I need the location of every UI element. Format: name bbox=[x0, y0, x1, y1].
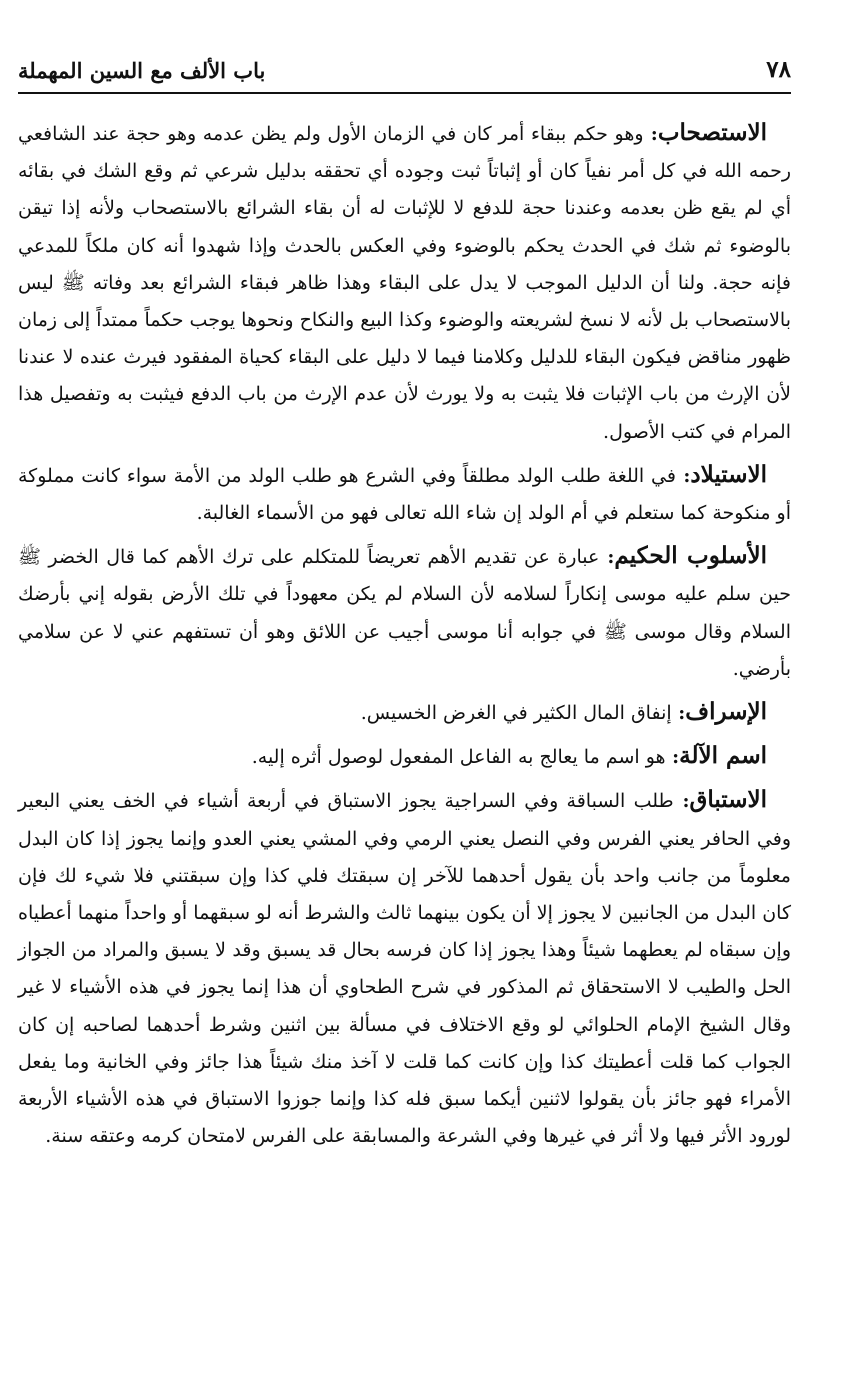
entry-term: اسم الآلة bbox=[679, 742, 767, 770]
entry-definition: إنفاق المال الكثير في الغرض الخسيس. bbox=[360, 702, 672, 725]
running-title: باب الألف مع السين المهملة bbox=[18, 58, 266, 83]
entry-istibaq: الاستباق: طلب السباقة وفي السراجية يجوز الاستباق في أربعة أشياء في الخف يعني البعير وفي الحافر يعني الفرس وفي النصل يعني الرمي وفي المشي يعني العدو وإنما يجوز إذا كان البدل معلوماً من جانب واحد بأن يقول أحدهما للآخر إن سبقتك فلي كذا وإن سبقتني فلا شيء لك فإن كان البدل من الجانبين لا يجوز إلا أن يكون بينهما ثالث والشرط أنه لو سبقهما أو واحداً منهما أعطياه وإن سبقاه لم يعطهما شيئاً وهذا يجوز إذا كان فرسه بحال قد يسبق وقد لا يسبق والمراد من الجواز الحل والطيب لا الاستحقاق ثم المذكور في شرح الطحاوي أن هذا إنما يجوز في هذه الأشياء لا غير وقال الشيخ الإمام الحلوائي لو وقع الاختلاف في مسألة بين اثنين وشرط أحدهما لصاحبه إن كان الجواب كما قلت أعطيتك كذا وإن كانت كما قلت لا آخذ منك شيئاً هذا جائز وفي الخانية وما يفعل الأمراء فهو جائز بأن يقولوا لاثنين أيكما سبق فله كذا وإنما جوزوا الاستباق في هذه الأشياء الأربعة لورود الأثر فيها ولا أثر في غيرها وفي الشرعة والمسابقة على الفرس لامتحان كرمه وعتقه سنة. bbox=[18, 786, 791, 1148]
entry-ism-alala: اسم الآلة: هو اسم ما يعالج به الفاعل المفعول لوصول أثره إليه. bbox=[251, 742, 767, 770]
entry-definition: في اللغة طلب الولد مطلقاً وفي الشرع هو طلب الولد من الأمة سواء كانت مملوكة أو منكوحة كما ستعلم في أم الولد إن شاء الله تعالى فهو من الأسماء الغالبة. bbox=[18, 464, 791, 525]
page-body bbox=[18, 114, 791, 1160]
entry-israf: الإسراف: إنفاق المال الكثير في الغرض الخسيس. bbox=[360, 698, 767, 726]
entry-definition: عبارة عن تقديم الأهم تعريضاً للمتكلم على ترك الأهم كما قال الخضر ﷺ حين سلم عليه موسى إنكاراً لسلامه لأن السلام لم يكن معهوداً في تلك الأرض بقوله إني بأرضك السلام وقال موسى ﷺ في جوابه أنا موسى أجيب عن اللائق وهو أن تستفهم عني لا عن سلامي بأرضي. bbox=[18, 546, 791, 680]
entry-term: الأسلوب الحكيم bbox=[614, 542, 767, 570]
entry-istilad: الاستيلاد: في اللغة طلب الولد مطلقاً وفي الشرع هو طلب الولد من الأمة سواء كانت مملوكة أو منكوحة كما ستعلم في أم الولد إن شاء الله تعالى فهو من الأسماء الغالبة. bbox=[18, 460, 791, 525]
entry-definition: وهو حكم ببقاء أمر كان في الزمان الأول ولم يظن عدمه وهو حجة عند الشافعي رحمه الله في كل أمر نفياً كان أو إثباتاً ثبت وجوده أي تحققه بدليل شرعي ثم وقع الشك في بقائه أي لم يقع ظن بعدمه وعندنا حجة للدفع لا للإثبات له أن بقاء الشرائع بالاستصحاب ولأنه إذا تيقن بالوضوء ثم شك في الحدث يحكم بالوضوء وفي العكس بالحدث وإذا شهدوا أنه كان ملكاً للمدعي فإنه حجة. ولنا أن الدليل الموجب لا يدل على البقاء وهذا ظاهر فبقاء الشرائع بعد وفاته ﷺ ليس بالاستصحاب بل لأنه لا نسخ لشريعته والوضوء وكذا البيع والنكاح ونحوها يوجب حكماً ممتداً إلى زمان ظهور مناقض فيكون البقاء للدليل وكلامنا فيما لا دليل على البقاء كحياة المفقود فيرث عنده لا عندنا لأن الإرث من باب الإثبات فلا يثبت به ولا يورث لأن عدم الإرث من باب الدفع فيثبت به وتفصيل هذا المرام في كتب الأصول. bbox=[18, 123, 791, 443]
entry-definition: طلب السباقة وفي السراجية يجوز الاستباق في أربعة أشياء في الخف يعني البعير وفي الحافر يعني الفرس وفي النصل يعني الرمي وفي المشي يعني العدو وإنما يجوز إذا كان البدل معلوماً من جانب واحد بأن يقول أحدهما للآخر إن سبقتك فلي كذا وإن سبقتني فلا شيء لك فإن كان البدل من الجانبين لا يجوز إلا أن يكون بينهما ثالث والشرط أنه لو سبقهما أو واحداً منهما أعطياه وإن سبقاه لم يعطهما شيئاً وهذا يجوز إذا كان فرسه بحال قد يسبق وقد لا يسبق والمراد من الجواز الحل والطيب لا الاستحقاق ثم المذكور في شرح الطحاوي أن هذا إنما يجوز في هذه الأشياء لا غير وقال الشيخ الإمام الحلوائي لو وقع الاختلاف في مسألة بين اثنين وشرط أحدهما لصاحبه إن كان الجواب كما قلت أعطيتك كذا وإن كانت كما قلت لا آخذ منك شيئاً هذا جائز وفي الخانية وما يفعل الأمراء فهو جائز بأن يقولوا لاثنين أيكما سبق فله كذا وإنما جوزوا الاستباق في هذه الأشياء الأربعة لورود الأثر فيها ولا أثر في غيرها وفي الشرعة والمسابقة على الفرس لامتحان كرمه وعتقه سنة. bbox=[18, 790, 791, 1148]
entry-term: الاستباق bbox=[689, 786, 767, 814]
page-number: ٧٨ bbox=[766, 56, 791, 83]
entry-term: الاستصحاب bbox=[657, 119, 767, 146]
entry-definition: هو اسم ما يعالج به الفاعل المفعول لوصول أثره إليه. bbox=[251, 746, 666, 769]
entry-istishab: الاستصحاب: وهو حكم ببقاء أمر كان في الزمان الأول ولم يظن عدمه وهو حجة عند الشافعي رحمه الله في كل أمر نفياً كان أو إثباتاً ثبت وجوده أي تحققه بدليل شرعي ثم وقع الشك في بقائه أي لم يقع ظن بعدمه وعندنا حجة للدفع لا للإثبات له أن بقاء الشرائع بالاستصحاب ولأنه إذا تيقن بالوضوء ثم شك في الحدث يحكم بالوضوء وفي العكس بالحدث وإذا شهدوا أنه كان ملكاً للمدعي فإنه حجة. ولنا أن الدليل الموجب لا يدل على البقاء وهذا ظاهر فبقاء الشرائع بعد وفاته ﷺ ليس بالاستصحاب بل لأنه لا نسخ لشريعته والوضوء وكذا البيع والنكاح ونحوها يوجب حكماً ممتداً إلى زمان ظهور مناقض فيكون البقاء للدليل وكلامنا فيما لا دليل على البقاء كحياة المفقود فيرث عنده لا عندنا لأن الإرث من باب الإثبات فلا يثبت به ولا يورث لأن عدم الإرث من باب الدفع فيثبت به وتفصيل هذا المرام في كتب الأصول. bbox=[18, 119, 791, 443]
entry-term: الاستيلاد bbox=[690, 460, 767, 488]
entry-term: الإسراف bbox=[685, 698, 767, 726]
page-header bbox=[18, 52, 791, 94]
entry-uslub-hakim: الأسلوب الحكيم: عبارة عن تقديم الأهم تعريضاً للمتكلم على ترك الأهم كما قال الخضر ﷺ حين سلم عليه موسى إنكاراً لسلامه لأن السلام لم يكن معهوداً في تلك الأرض بقوله إني بأرضك السلام وقال موسى ﷺ في جوابه أنا موسى أجيب عن اللائق وهو أن تستفهم عني لا عن سلامي بأرضي. bbox=[18, 542, 791, 680]
